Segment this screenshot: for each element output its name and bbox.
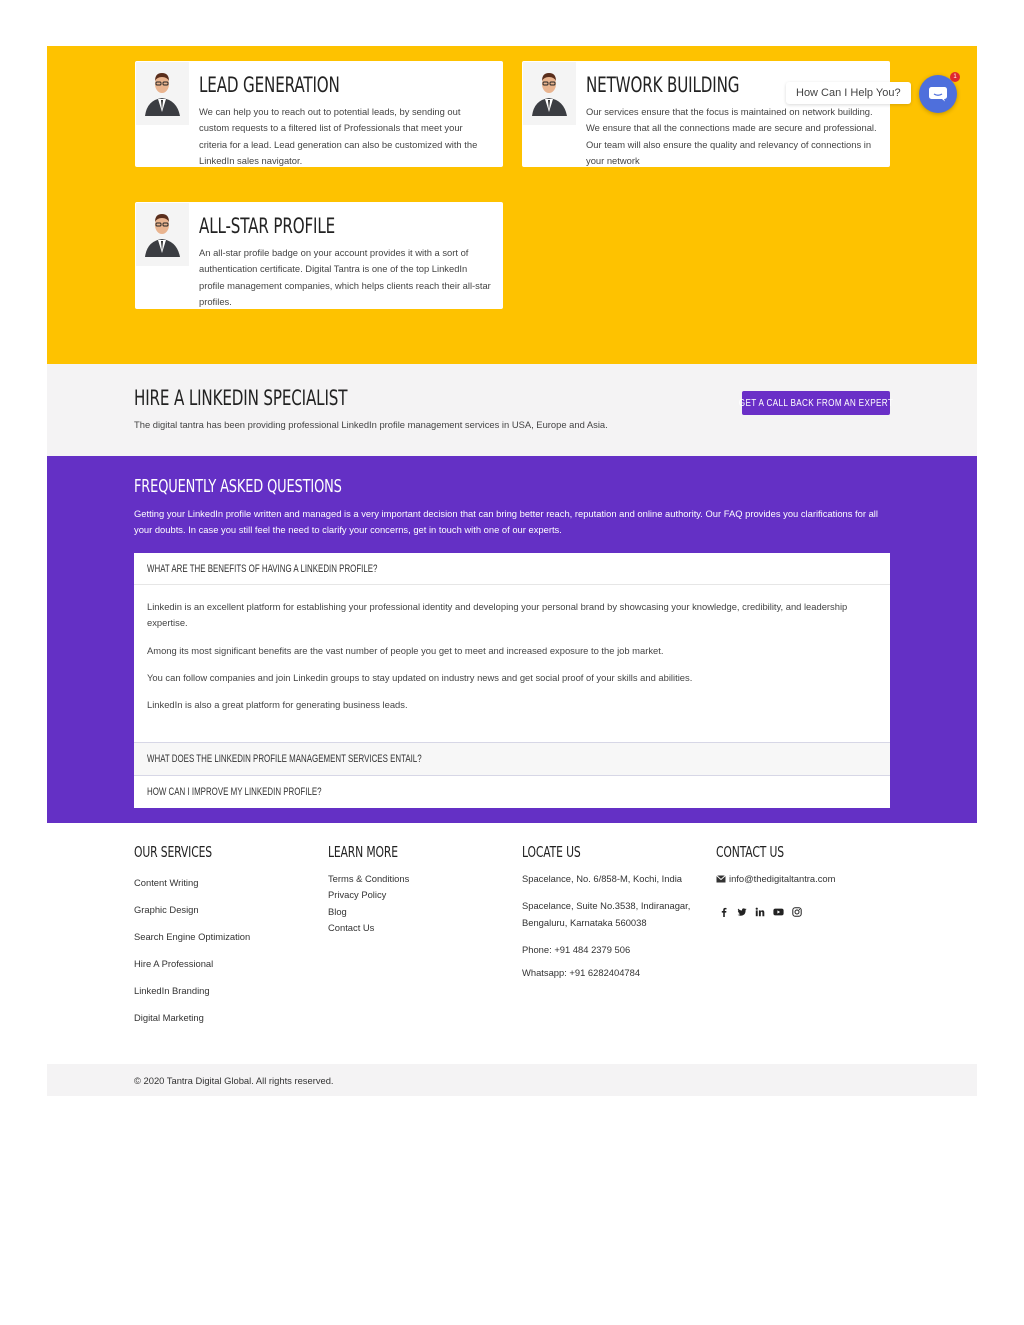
footer-link-blog[interactable]: Blog bbox=[328, 905, 347, 917]
faq-answer-paragraph: Linkedin is an excellent platform for establishing your professional identity and developing your personal brand by showcasing your knowledge, credibility, and leadership expertise. bbox=[147, 601, 848, 629]
social-links bbox=[716, 907, 916, 917]
footer-learn-more bbox=[328, 843, 498, 936]
address-bengaluru: Spacelance, Suite No.3538, Indiranagar, Bengaluru, Karnataka 560038 bbox=[522, 900, 691, 928]
footer-link-content-writing[interactable]: Content Writing bbox=[134, 877, 199, 888]
chat-prompt[interactable] bbox=[786, 82, 911, 104]
hire-description: The digital tantra has been providing professional LinkedIn profile management services in USA, Europe and Asia. bbox=[134, 419, 608, 430]
faq-answer-paragraph: Among its most significant benefits are the vast number of people you get to meet and increased exposure to the job market. bbox=[147, 644, 664, 656]
contact-email-row bbox=[716, 871, 916, 887]
faq-question-label: HOW CAN I IMPROVE MY LINKEDIN PROFILE? bbox=[147, 786, 322, 799]
avatar bbox=[136, 203, 189, 266]
faq-question-improve-profile[interactable] bbox=[134, 775, 890, 808]
footer-link-contact[interactable]: Contact Us bbox=[328, 921, 375, 933]
phone-number: Phone: +91 484 2379 506 bbox=[522, 943, 631, 955]
avatar bbox=[523, 62, 576, 125]
footer-locate-title: LOCATE US bbox=[522, 843, 581, 861]
footer-link-graphic-design[interactable]: Graphic Design bbox=[134, 904, 199, 915]
youtube-icon[interactable] bbox=[773, 907, 784, 917]
chat-icon bbox=[928, 86, 948, 102]
footer-contact-us bbox=[716, 843, 916, 917]
faq-question-label: WHAT ARE THE BENEFITS OF HAVING A LINKEDIN PROFILE? bbox=[147, 562, 378, 575]
footer-link-linkedin-branding[interactable]: LinkedIn Branding bbox=[134, 985, 210, 996]
chat-prompt-text: How Can I Help You? bbox=[796, 87, 901, 99]
faq-question-label: WHAT DOES THE LINKEDIN PROFILE MANAGEMENT SERVICES ENTAIL? bbox=[147, 753, 422, 766]
faq-title: FREQUENTLY ASKED QUESTIONS bbox=[134, 476, 342, 497]
footer-link-privacy[interactable]: Privacy Policy bbox=[328, 889, 387, 901]
service-title: LEAD GENERATION bbox=[199, 73, 340, 97]
service-description: We can help you to reach out to potential leads, by sending out custom requests to a filtered list of Professionals that meet your criteria for a lead. Lead generation can also be customized with the LinkedIn sales navigator. bbox=[199, 106, 478, 166]
copyright-bar bbox=[47, 1064, 977, 1096]
facebook-icon[interactable] bbox=[719, 907, 729, 917]
service-card-lead-generation bbox=[135, 61, 503, 167]
service-card-all-star-profile bbox=[135, 202, 503, 309]
faq-question-services-entail[interactable] bbox=[134, 742, 890, 775]
service-title: NETWORK BUILDING bbox=[586, 73, 740, 97]
envelope-icon bbox=[716, 875, 726, 883]
faq-intro: Getting your LinkedIn profile written and managed is a very important decision that can bring better reach, reputation and online authority. Our FAQ provides you clarifications for all your doubts. In case you still feel the need to clarify your concerns, get in touch with one of our experts. bbox=[134, 508, 878, 536]
service-title: ALL-STAR PROFILE bbox=[199, 214, 336, 238]
faq-answer-paragraph: You can follow companies and join Linkedin groups to stay updated on industry news and get social proof of your skills and abilities. bbox=[147, 671, 693, 683]
footer-link-hire-professional[interactable]: Hire A Professional bbox=[134, 958, 214, 969]
footer-learn-title: LEARN MORE bbox=[328, 843, 398, 861]
contact-email-link[interactable]: info@thedigitaltantra.com bbox=[729, 873, 836, 884]
footer-link-terms[interactable]: Terms & Conditions bbox=[328, 873, 410, 884]
footer-contact-title: CONTACT US bbox=[716, 843, 784, 861]
footer-services bbox=[134, 843, 314, 1027]
service-card-network-building bbox=[522, 61, 890, 167]
faq-answer bbox=[134, 585, 890, 742]
call-back-button[interactable] bbox=[738, 391, 894, 415]
whatsapp-number: Whatsapp: +91 6282404784 bbox=[522, 967, 641, 979]
footer-locate-us bbox=[522, 843, 702, 981]
faq-answer-paragraph: LinkedIn is also a great platform for generating business leads. bbox=[147, 699, 408, 711]
service-description: An all-star profile badge on your account provides it with a sort of authentication certificate. Digital Tantra is one of the top LinkedIn profile management companies, which helps clients reach their all-star profiles. bbox=[199, 247, 491, 307]
faq-section bbox=[47, 456, 977, 823]
footer-link-digital-marketing[interactable]: Digital Marketing bbox=[134, 1012, 204, 1023]
copyright-text: © 2020 Tantra Digital Global. All rights reserved. bbox=[134, 1075, 334, 1086]
twitter-icon[interactable] bbox=[737, 907, 747, 917]
address-kochi: Spacelance, No. 6/858-M, Kochi, India bbox=[522, 873, 682, 884]
linkedin-icon[interactable] bbox=[755, 907, 765, 917]
faq-accordion bbox=[134, 553, 890, 808]
service-description: Our services ensure that the focus is maintained on network building. We ensure that all the connections made are secure and professional. Our team will also ensure the quality and relevancy of connections in your network bbox=[586, 106, 877, 166]
faq-question-benefits[interactable] bbox=[134, 553, 890, 585]
call-back-button-label: GET A CALL BACK FROM AN EXPERT bbox=[738, 397, 894, 409]
footer-link-seo[interactable]: Search Engine Optimization bbox=[134, 931, 251, 942]
footer-services-title: OUR SERVICES bbox=[134, 843, 213, 861]
avatar bbox=[136, 62, 189, 125]
chat-notification-badge: 1 bbox=[950, 72, 960, 82]
instagram-icon[interactable] bbox=[792, 907, 802, 917]
hire-specialist-section bbox=[47, 364, 977, 456]
hire-title: HIRE A LINKEDIN SPECIALIST bbox=[134, 386, 348, 410]
